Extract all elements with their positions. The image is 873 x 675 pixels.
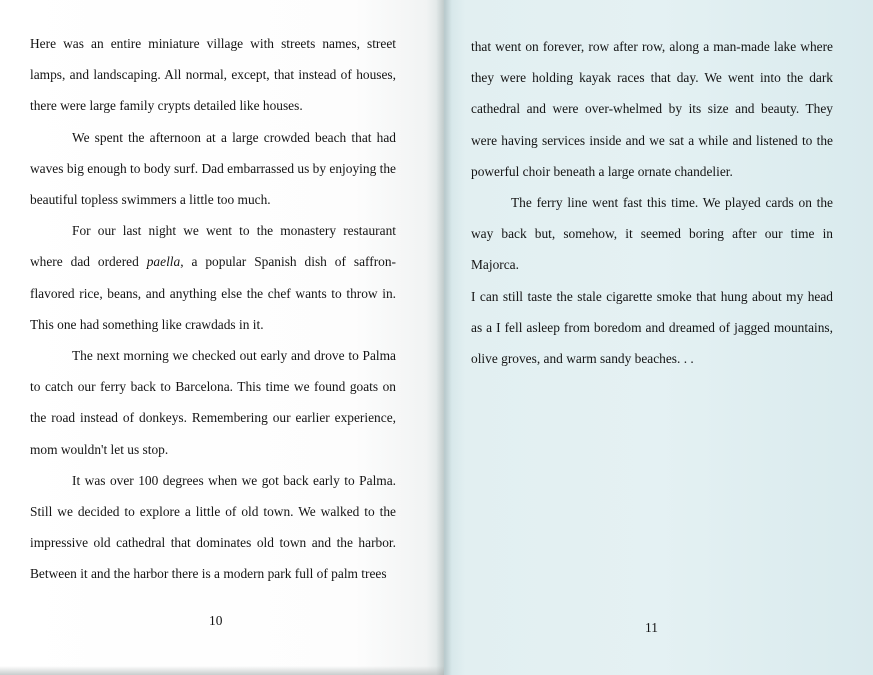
right-page [444, 0, 873, 675]
book-gutter [436, 0, 452, 675]
left-page-text [30, 28, 396, 590]
italic-term: paella [146, 254, 181, 270]
paragraph [30, 465, 396, 590]
paragraph-text: It was over 100 degrees when we got back early to Palma. Still we decided to explore a little of old town. We walked to the impressive old cathedral that dominates old town and the harbor. Between it and the harbor there is a modern park full of palm trees [30, 472, 396, 582]
paragraph [30, 215, 396, 340]
paragraph-text: Here was an entire miniature village with streets names, street lamps, and landscaping. All normal, except, that instead of houses, there were large family crypts detailed like houses. [30, 36, 396, 114]
paragraph [30, 122, 396, 216]
paragraph-text: For our last night we went to the monastery restaurant where dad ordered [30, 223, 396, 270]
paragraph: The ferry line went fast this time. We played cards on the way back but, somehow, it seemed boring after our time in Majorca. [471, 195, 833, 273]
page-number: 10 [209, 613, 223, 628]
paragraph [30, 28, 396, 122]
paragraph [30, 340, 396, 465]
page-number: 11 [645, 620, 658, 635]
paragraph-text: The next morning we checked out early and drove to Palma to catch our ferry back to Barcelona. This time we found goats on the road instead of donkeys. Remembering our earlier experience, mom wouldn't let us stop. [30, 348, 396, 457]
paragraph: that went on forever, row after row, along a man-made lake where they were holding kayak races that day. We went into the dark cathedral and were over-whelmed by its size and beauty. They were having services inside and we sat a while and listened to the powerful choir beneath a large ornate chandelier. [471, 39, 833, 179]
paragraph-text: , a popular Spanish dish of saffron-flavored rice, beans, and anything else the chef wants to throw in. This one had something like crawdads in it. [30, 254, 397, 332]
right-page-text [471, 31, 833, 374]
paragraph-text: We spent the afternoon at a large crowded beach that had waves big enough to body surf. Dad embarrassed us by enjoying the beautiful topless swimmers a little too much. [30, 129, 396, 208]
paragraph: I can still taste the stale cigarette smoke that hung about my head as a I fell asleep from boredom and dreamed of jagged mountains, olive groves, and warm sandy beaches. . . [471, 288, 833, 367]
